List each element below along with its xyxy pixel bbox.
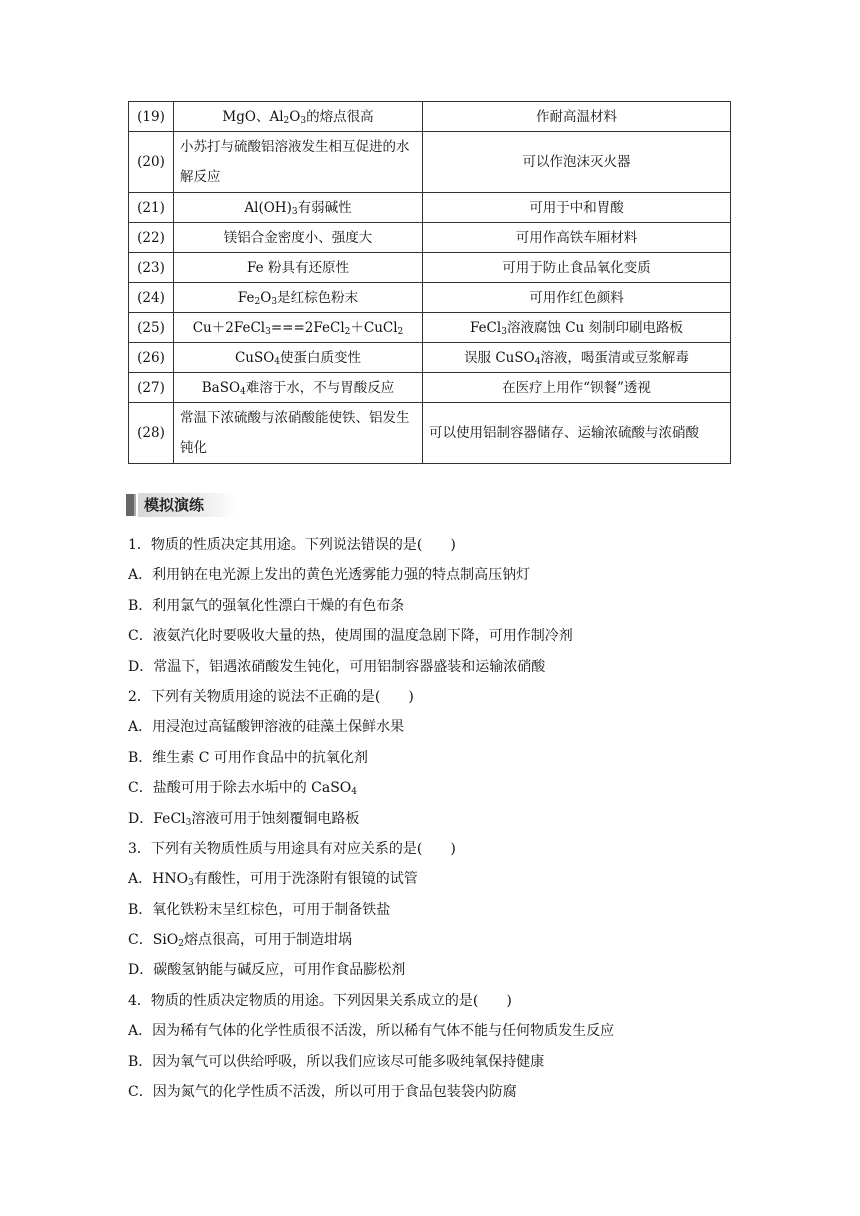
use-cell: 误服 CuSO$_4$溶液，喝蛋清或豆浆解毒 <box>423 343 731 373</box>
section-title: 模拟演练 <box>144 496 205 514</box>
use-cell: 可用作高铁车厢材料 <box>423 223 731 253</box>
table-row <box>129 403 731 464</box>
property-cell: BaSO$_4$难溶于水，不与胃酸反应 <box>174 373 423 403</box>
question-list <box>128 530 728 1107</box>
use-cell: 可用于防止食品氧化变质 <box>423 253 731 283</box>
property-cell: Cu＋2FeCl$_3$===2FeCl$_2$＋CuCl$_2$ <box>174 313 423 343</box>
property-cell: Fe 粉具有还原性 <box>174 253 423 283</box>
question-stem: 4．物质的性质决定物质的用途。下列因果关系成立的是( ) <box>128 992 512 1009</box>
property-cell: CuSO$_4$使蛋白质变性 <box>174 343 423 373</box>
answer-option: B．因为氧气可以供给呼吸，所以我们应该尽可能多吸纯氧保持健康 <box>128 1053 545 1070</box>
table-row <box>129 373 731 403</box>
use-cell: 可用作红色颜料 <box>423 283 731 313</box>
property-cell: 小苏打与硫酸铝溶液发生相互促进的水解反应 <box>174 132 423 193</box>
question-stem: 1．物质的性质决定其用途。下列说法错误的是( ) <box>128 537 456 553</box>
row-number: (27) <box>129 373 174 403</box>
row-number: (26) <box>129 343 174 373</box>
answer-option: B．氧化铁粉末呈红棕色，可用于制备铁盐 <box>128 901 391 918</box>
answer-option: C．SiO$_2$熔点很高，可用于制造坩埚 <box>128 932 352 950</box>
section-header <box>126 492 236 518</box>
answer-option: C．盐酸可用于除去水垢中的 CaSO$_4$ <box>128 780 358 798</box>
row-number: (21) <box>129 193 174 223</box>
property-cell: $Al(OH)_3$有弱碱性 <box>174 193 423 223</box>
property-cell: $Fe_2O_3$是红棕色粉末 <box>174 283 423 313</box>
use-cell: FeCl$_3$溶液腐蚀 Cu 刻制印刷电路板 <box>423 313 731 343</box>
answer-option: A．利用钠在电光源上发出的黄色光透雾能力强的特点制高压钠灯 <box>128 567 531 584</box>
answer-option: D．常温下，铝遇浓硝酸发生钝化，可用铝制容器盛装和运输浓硝酸 <box>128 658 546 675</box>
table-row <box>129 253 731 283</box>
property-cell: MgO、$Al_2O_3$的熔点很高 <box>174 102 423 132</box>
row-number: (24) <box>129 283 174 313</box>
answer-option: B．维生素 C 可用作食品中的抗氧化剂 <box>128 749 368 766</box>
answer-option: D．FeCl$_3$溶液可用于蚀刻覆铜电路板 <box>128 810 360 828</box>
answer-option: B．利用氯气的强氧化性漂白干燥的有色布条 <box>128 597 405 614</box>
table-row <box>129 283 731 313</box>
answer-option: A．因为稀有气体的化学性质很不活泼，所以稀有气体不能与任何物质发生反应 <box>128 1023 615 1040</box>
property-cell: 镁铝合金密度小、强度大 <box>174 223 423 253</box>
property-cell: 常温下浓硫酸与浓硝酸能使铁、铝发生钝化 <box>174 403 423 464</box>
answer-option: A．$HNO_3$有酸性，可用于洗涤附有银镜的试管 <box>128 871 418 889</box>
row-number: (22) <box>129 223 174 253</box>
table-row <box>129 223 731 253</box>
row-number: (25) <box>129 313 174 343</box>
use-cell: 可以作泡沫灭火器 <box>423 132 731 193</box>
table-row <box>129 313 731 343</box>
answer-option: D．碳酸氢钠能与碱反应，可用作食品膨松剂 <box>128 962 406 979</box>
row-number: (19) <box>129 102 174 132</box>
property-use-table <box>128 101 731 464</box>
answer-option: C．因为氮气的化学性质不活泼，所以可用于食品包装袋内防腐 <box>128 1084 517 1101</box>
row-number: (20) <box>129 132 174 193</box>
table-row <box>129 102 731 132</box>
section-marker <box>126 494 136 516</box>
answer-option: A．用浸泡过高锰酸钾溶液的硅藻土保鲜水果 <box>128 719 405 736</box>
row-number: (23) <box>129 253 174 283</box>
question-stem: 3．下列有关物质性质与用途具有对应关系的是( ) <box>128 840 456 857</box>
table-row <box>129 132 731 193</box>
table-row <box>129 193 731 223</box>
row-number: (28) <box>129 403 174 464</box>
use-cell: 可以使用铝制容器储存、运输浓硫酸与浓硝酸 <box>423 403 731 464</box>
question-stem: 2．下列有关物质用途的说法不正确的是( ) <box>128 688 414 705</box>
use-cell: 可用于中和胃酸 <box>423 193 731 223</box>
use-cell: 作耐高温材料 <box>423 102 731 132</box>
use-cell: 在医疗上用作“钡餐”透视 <box>423 373 731 403</box>
answer-option: C．液氨汽化时要吸收大量的热，使周围的温度急剧下降，可用作制冷剂 <box>128 628 573 645</box>
table-row <box>129 343 731 373</box>
